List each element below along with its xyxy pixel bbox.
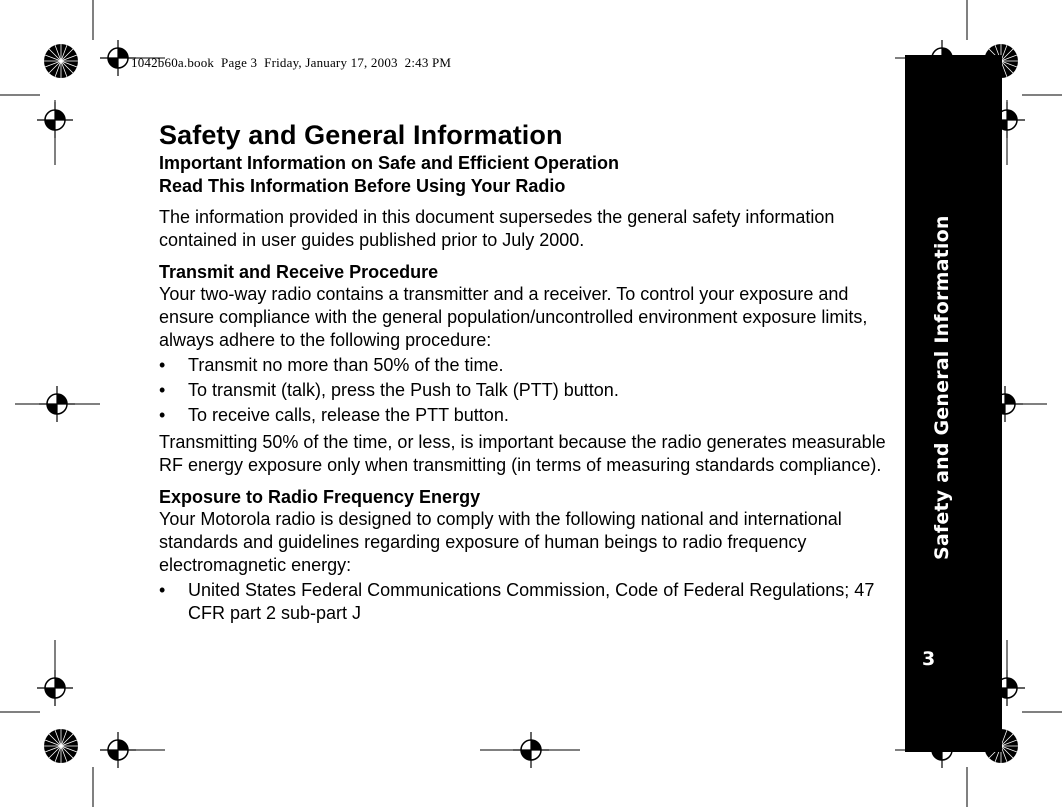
side-tab-label: Safety and General Information xyxy=(931,215,953,560)
list-item: • To transmit (talk), press the Push to Talk (PTT) button. xyxy=(159,380,619,400)
section-heading-transmit: Transmit and Receive Procedure xyxy=(159,262,439,282)
subtitle-read: Read This Information Before Using Your Radio xyxy=(159,176,566,196)
bullet-icon: • xyxy=(159,405,166,425)
subtitle-important: Important Information on Safe and Efficient Operation xyxy=(159,153,620,173)
section-text-exposure: Your Motorola radio is designed to comply with the following national and international standards and guidelines regarding exposure of human beings to radio frequency electromagnetic energy: xyxy=(159,509,842,575)
print-header: 1042b60a.book Page 3 Friday, January 17, 2003 2:43 PM xyxy=(131,55,452,70)
section-heading-exposure: Exposure to Radio Frequency Energy xyxy=(159,487,481,507)
intro-paragraph: The information provided in this document supersedes the general safety information contained in user guides published prior to July 2000. xyxy=(159,207,835,250)
section-text-transmit: Your two-way radio contains a transmitter and a receiver. To control your exposure and ensure compliance with the general population/uncontrolled environment exposure limits, always adhere to the following procedure: xyxy=(159,284,868,350)
bullet-list-exposure xyxy=(159,579,899,625)
list-item: • To receive calls, release the PTT button. xyxy=(159,405,509,425)
page-title: Safety and General Information xyxy=(159,120,563,150)
section-after-transmit: Transmitting 50% of the time, or less, is important because the radio generates measurable RF energy exposure only when transmitting (in terms of measuring standards compliance). xyxy=(159,432,886,475)
bullet-icon: • xyxy=(159,380,166,400)
list-item: • Transmit no more than 50% of the time. xyxy=(159,355,504,375)
bullet-list-transmit xyxy=(159,354,899,427)
list-item: • United States Federal Communications Commission, Code of Federal Regulations; 47 CFR part 2 sub-part J xyxy=(159,580,875,623)
side-tab xyxy=(905,55,1002,752)
page-number: 3 xyxy=(922,648,936,670)
page-content xyxy=(159,118,899,627)
bullet-icon: • xyxy=(159,580,166,600)
bullet-icon: • xyxy=(159,355,166,375)
